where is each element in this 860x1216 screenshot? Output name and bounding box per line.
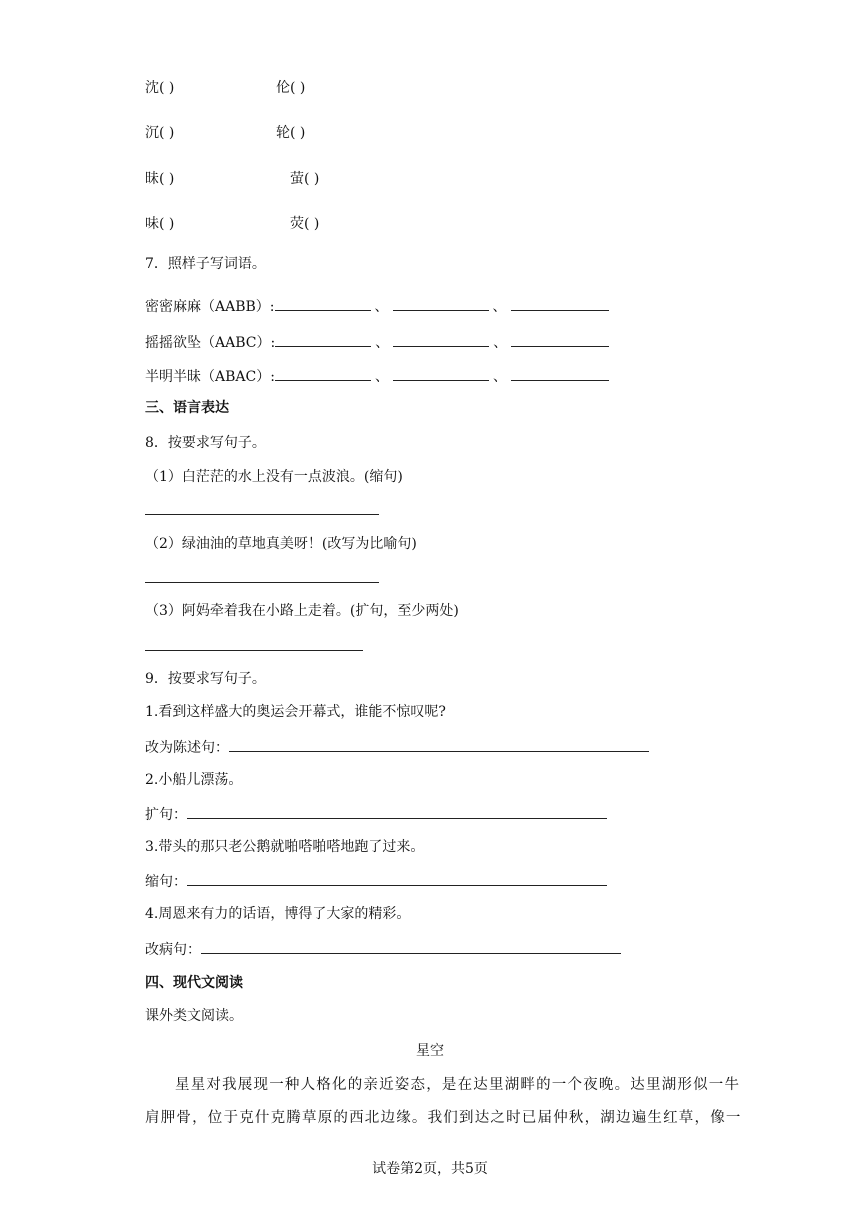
word-row: [145, 332, 609, 353]
separator: 、: [492, 299, 507, 315]
answer-prompt: 扩句：: [145, 807, 187, 823]
question-item: （3）阿妈牵着我在小路上走着。(扩句，至少两处): [145, 603, 459, 619]
question-7-title: 7．照样子写词语。: [145, 256, 266, 272]
page-footer: 试卷第2页，共5页: [372, 1161, 488, 1177]
question-sentence: 2.小船儿漂荡。: [145, 772, 243, 788]
char-item: 沈( ): [145, 80, 175, 96]
answer-blank[interactable]: [187, 804, 607, 819]
answer-blank[interactable]: [275, 332, 371, 347]
answer-blank[interactable]: [511, 332, 609, 347]
answer-line[interactable]: [145, 636, 363, 657]
answer-line[interactable]: [145, 500, 379, 521]
char-item: 伦( ): [276, 80, 306, 96]
char-item: 荧( ): [290, 216, 320, 232]
answer-blank[interactable]: [393, 296, 489, 311]
question-sentence: 4.周恩来有力的话语，博得了大家的精彩。: [145, 906, 411, 922]
word-row: [145, 296, 609, 317]
passage-line: 星星对我展现一种人格化的亲近姿态，是在达里湖畔的一个夜晚。达里湖形似一牛: [175, 1077, 741, 1093]
answer-prompt: 缩句：: [145, 874, 187, 890]
word-row-label: 半明半昧（ABAC）:: [145, 369, 275, 385]
answer-row: [145, 871, 607, 892]
answer-row: [145, 737, 649, 758]
char-item: 味( ): [145, 216, 175, 232]
answer-blank[interactable]: [201, 939, 621, 954]
separator: 、: [492, 369, 507, 385]
question-9-title: 9．按要求写句子。: [145, 671, 266, 687]
answer-blank[interactable]: [275, 296, 371, 311]
question-8-title: 8．按要求写句子。: [145, 435, 266, 451]
section-heading: 三、语言表达: [145, 400, 229, 416]
answer-prompt: 改为陈述句：: [145, 740, 229, 756]
word-row-label: 摇摇欲坠（AABC）:: [145, 335, 276, 351]
question-item: （2）绿油油的草地真美呀！(改写为比喻句): [145, 536, 417, 552]
reading-intro: 课外类文阅读。: [145, 1008, 243, 1024]
char-item: 萤( ): [290, 171, 320, 187]
word-row-label: 密密麻麻（AABB）:: [145, 299, 275, 315]
question-sentence: 3.带头的那只老公鹅就啪嗒啪嗒地跑了过来。: [145, 839, 425, 855]
answer-blank[interactable]: [229, 737, 649, 752]
separator: 、: [374, 369, 389, 385]
answer-prompt: 改病句：: [145, 942, 201, 958]
separator: 、: [493, 335, 508, 351]
answer-blank[interactable]: [511, 296, 609, 311]
answer-blank[interactable]: [275, 366, 371, 381]
question-sentence: 1.看到这样盛大的奥运会开幕式，谁能不惊叹呢?: [145, 704, 446, 720]
answer-row: [145, 804, 607, 825]
section-heading: 四、现代文阅读: [145, 975, 243, 991]
passage-line: 肩胛骨，位于克什克腾草原的西北边缘。我们到达之时已届仲秋，湖边遍生红草，像一: [145, 1110, 742, 1126]
answer-blank[interactable]: [511, 366, 609, 381]
word-row: [145, 366, 609, 387]
separator: 、: [375, 335, 390, 351]
passage-title: 星空: [416, 1043, 444, 1059]
answer-row: [145, 939, 621, 960]
answer-blank[interactable]: [393, 366, 489, 381]
answer-blank[interactable]: [393, 332, 489, 347]
answer-blank[interactable]: [187, 871, 607, 886]
char-item: 昧( ): [145, 171, 175, 187]
answer-line[interactable]: [145, 568, 379, 589]
char-item: 沉( ): [145, 125, 175, 141]
question-item: （1）白茫茫的水上没有一点波浪。(缩句): [145, 469, 403, 485]
separator: 、: [374, 299, 389, 315]
char-item: 轮( ): [276, 125, 306, 141]
